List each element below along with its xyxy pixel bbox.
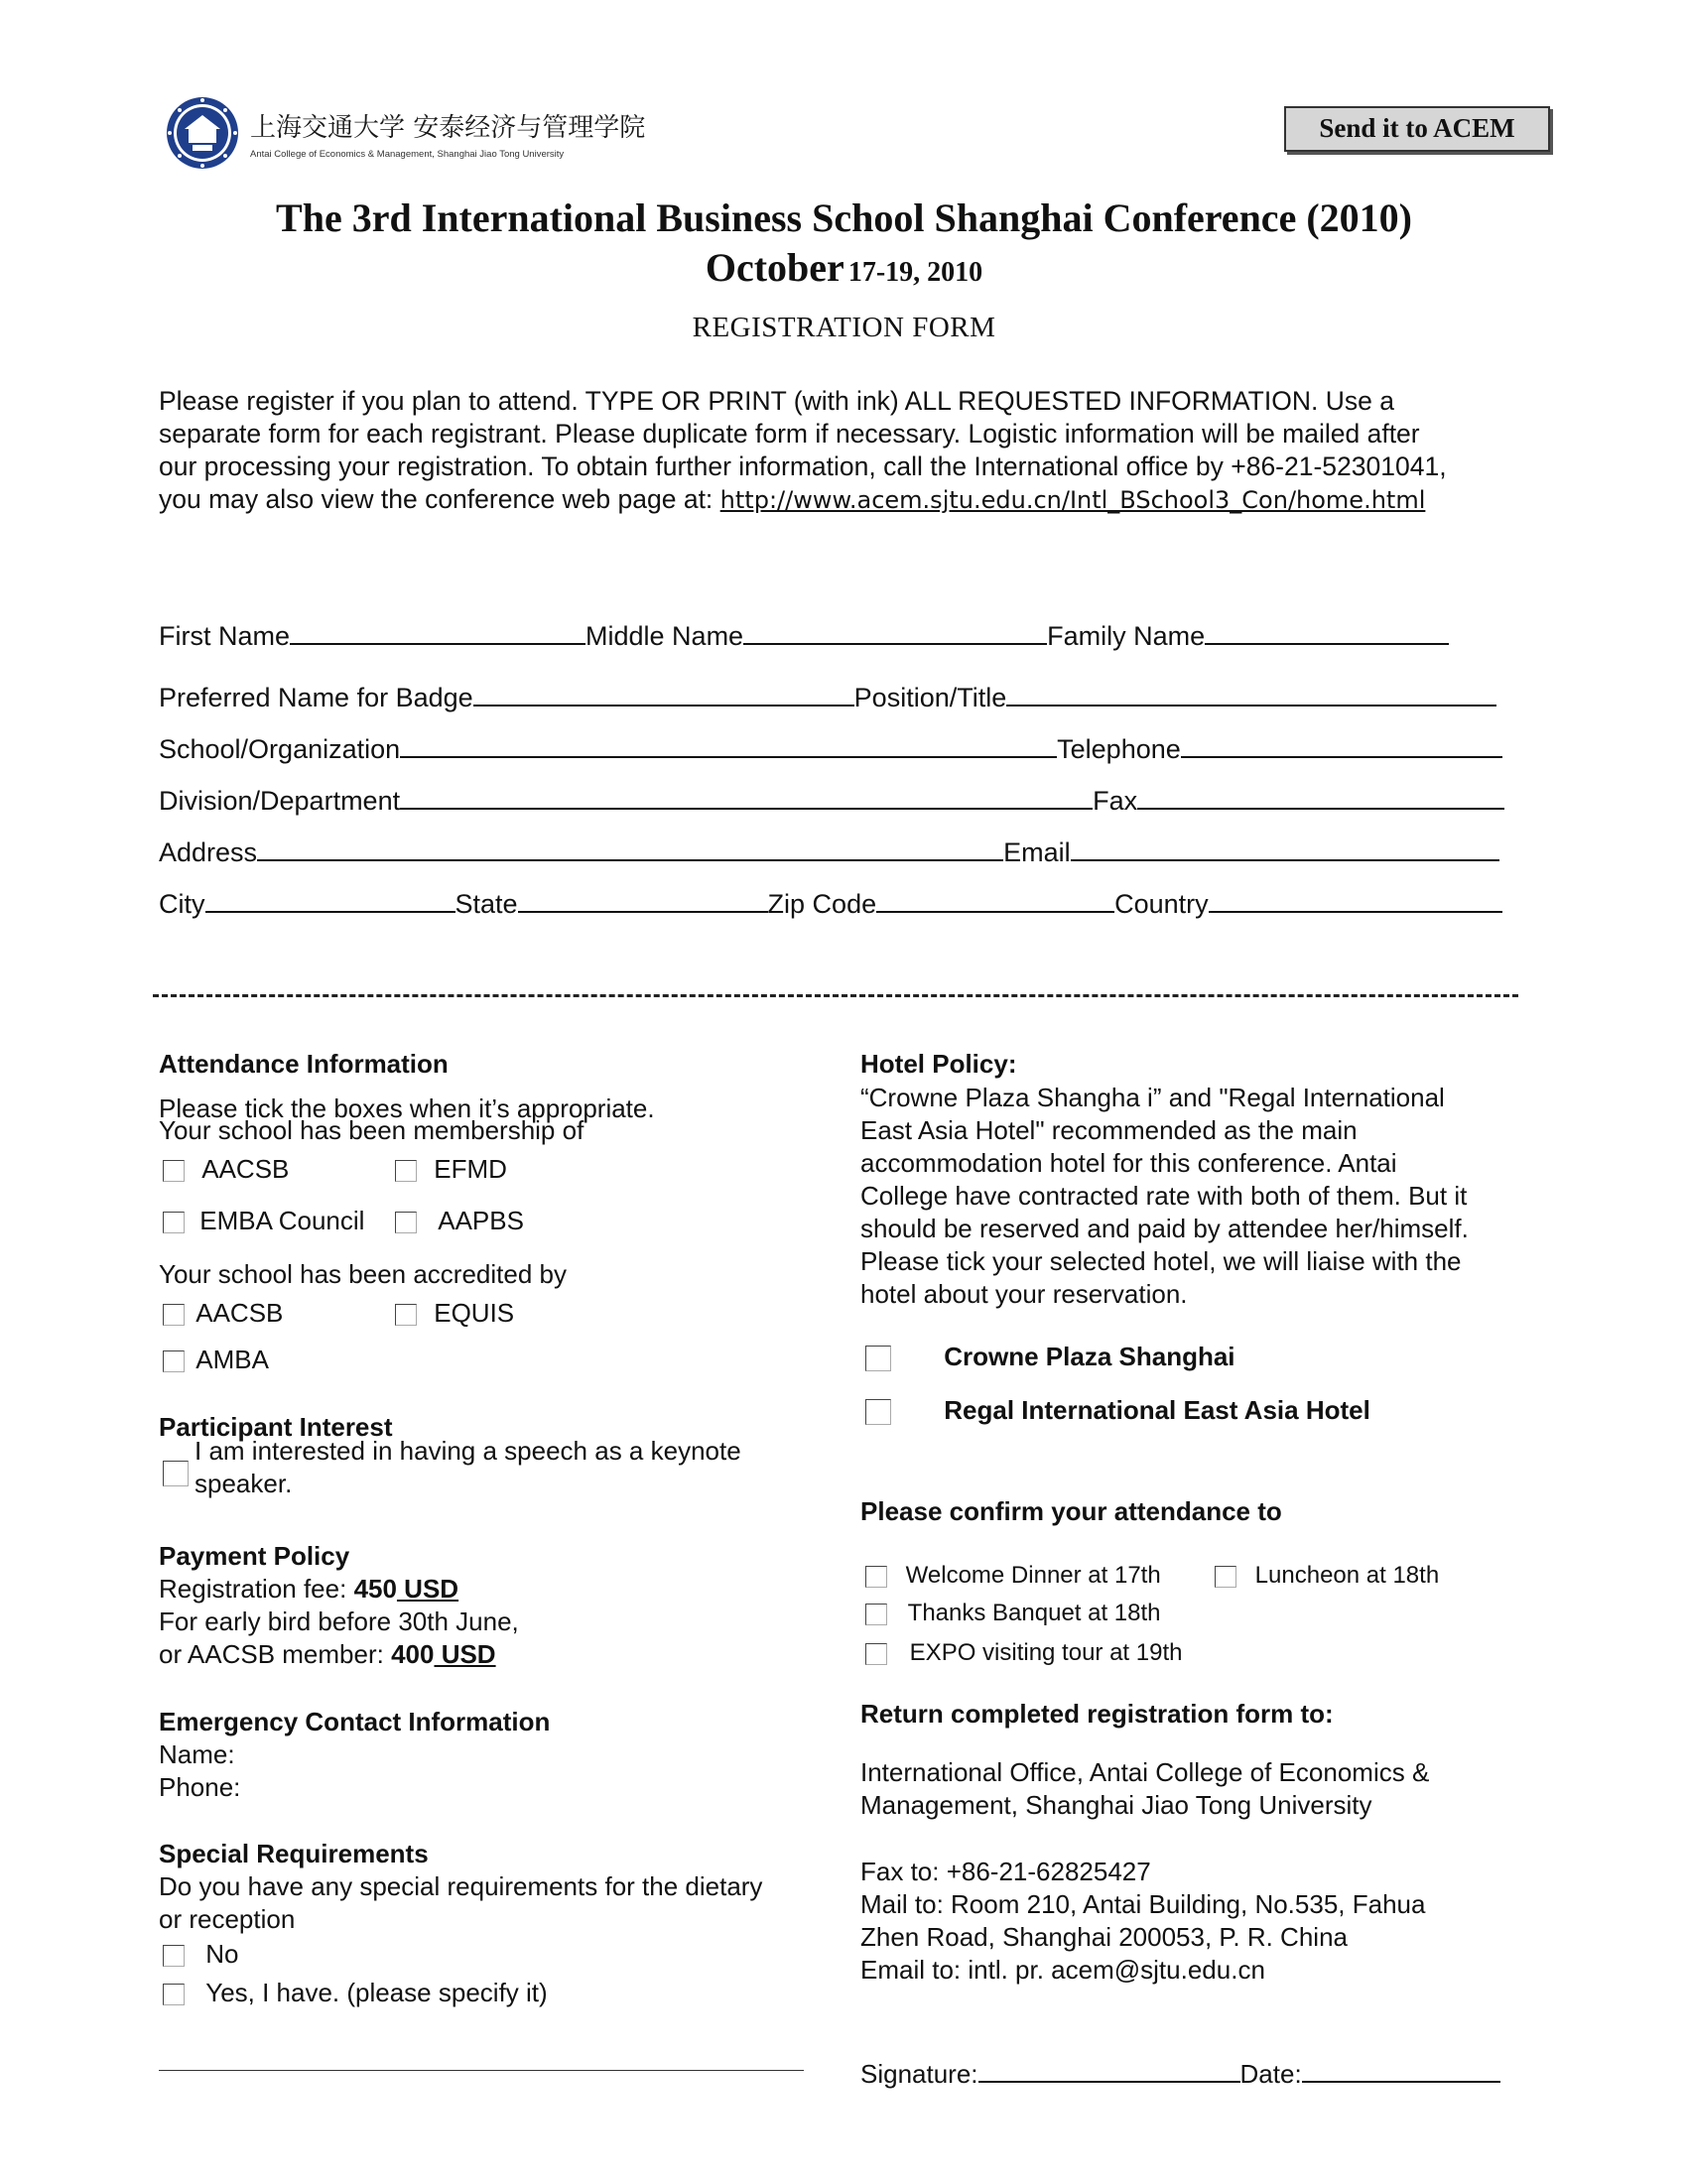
keynote-text [195, 1435, 741, 1500]
keynote-line-1: I am interested in having a speech as a keynote [195, 1436, 741, 1466]
return-address [860, 1756, 1429, 1822]
return-line-2: Management, Shanghai Jiao Tong University [860, 1790, 1372, 1820]
send-button-label: Send it to ACEM [1319, 113, 1515, 143]
membership-emba-checkbox[interactable] [163, 1212, 185, 1233]
telephone-label: Telephone [1057, 734, 1181, 764]
email-field[interactable] [1071, 837, 1499, 861]
hotel-crowne-label: Crowne Plaza Shanghai [944, 1342, 1235, 1371]
middle-name-field[interactable] [743, 621, 1047, 645]
confirm-luncheon [1215, 1562, 1439, 1590]
membership-aapbs-checkbox[interactable] [395, 1212, 417, 1233]
division-label: Division/Department [159, 786, 401, 816]
logo-english-text: Antai College of Economics & Management, Shanghai Jiao Tong University [250, 149, 565, 160]
payment-text [159, 1573, 519, 1671]
form-subtitle: REGISTRATION FORM [692, 312, 996, 343]
special-no-label: No [205, 1939, 239, 1969]
expo-label: EXPO visiting tour at 19th [909, 1639, 1183, 1666]
return-line-1: International Office, Antai College of Economics & [860, 1757, 1430, 1787]
first-name-field[interactable] [290, 621, 585, 645]
accredited-aacsb-label: AACSB [195, 1298, 284, 1328]
intro-line-3: our processing your registration. To obtain further information, call the International office by +86-21-52301041, [159, 451, 1447, 481]
banquet-label: Thanks Banquet at 18th [907, 1600, 1161, 1626]
signature-label: Signature: [860, 2059, 978, 2089]
logo-chinese-text: 上海交通大学 安泰经济与管理学院 [250, 113, 646, 143]
hotel-line-6: Please tick your selected hotel, we will liaise with the [860, 1246, 1462, 1276]
family-name-label: Family Name [1047, 621, 1206, 651]
return-mail-1: Mail to: Room 210, Antai Building, No.535, Fahua [860, 1889, 1426, 1919]
special-no-checkbox[interactable] [163, 1945, 185, 1967]
position-label: Position/Title [853, 683, 1007, 712]
school-logo [165, 95, 240, 171]
fax-label: Fax [1093, 786, 1138, 816]
banquet-checkbox[interactable] [865, 1604, 887, 1625]
school-field[interactable] [400, 734, 1057, 758]
send-to-acem-button[interactable] [1284, 106, 1550, 152]
early-bird-line: For early bird before 30th June, [159, 1606, 519, 1636]
emergency-heading: Emergency Contact Information [159, 1707, 551, 1736]
city-field[interactable] [205, 889, 455, 913]
city-row [159, 889, 1502, 920]
luncheon-checkbox[interactable] [1215, 1566, 1236, 1588]
confirm-welcome [865, 1562, 1161, 1590]
state-field[interactable] [518, 889, 768, 913]
position-field[interactable] [1006, 683, 1496, 707]
specify-line[interactable] [159, 2070, 804, 2071]
family-name-field[interactable] [1205, 621, 1449, 645]
accredited-amba [163, 1345, 269, 1375]
zip-label: Zip Code [767, 889, 877, 919]
date-label: Date: [1239, 2059, 1302, 2089]
division-row [159, 786, 1504, 817]
return-heading: Return completed registration form to: [860, 1699, 1334, 1729]
zip-field[interactable] [876, 889, 1114, 913]
member-line [159, 1638, 519, 1671]
intro-line-1: Please register if you plan to attend. TYPE OR PRINT (with ink) ALL REQUESTED INFORMATION. Use a [159, 386, 1394, 416]
date-field[interactable] [1302, 2059, 1500, 2083]
intro-line-4-text: you may also view the conference web page at: [159, 484, 720, 514]
membership-aacsb-label: AACSB [201, 1154, 290, 1184]
confirm-expo [865, 1639, 1182, 1667]
special-no [163, 1939, 238, 1970]
luncheon-label: Luncheon at 18th [1254, 1562, 1440, 1589]
first-name-label: First Name [159, 621, 291, 651]
conference-title: The 3rd International Business School Shanghai Conference (2010) [276, 195, 1412, 240]
welcome-checkbox[interactable] [865, 1566, 887, 1588]
membership-label: Your school has been membership of [159, 1115, 584, 1145]
city-label: City [159, 889, 205, 919]
accredited-equis [395, 1298, 514, 1329]
accredited-amba-checkbox[interactable] [163, 1350, 185, 1372]
country-label: Country [1114, 889, 1209, 919]
hotel-option-regal [865, 1395, 1370, 1426]
hotel-option-crowne [865, 1342, 1235, 1372]
signature-field[interactable] [978, 2059, 1240, 2083]
accredited-equis-label: EQUIS [434, 1298, 515, 1328]
hotel-regal-label: Regal International East Asia Hotel [944, 1395, 1370, 1425]
return-mail-2: Zhen Road, Shanghai 200053, P. R. China [860, 1922, 1348, 1952]
membership-aacsb [163, 1154, 289, 1185]
keynote-line-2: speaker. [195, 1469, 293, 1498]
accredited-label: Your school has been accredited by [159, 1259, 567, 1289]
address-row [159, 837, 1499, 868]
membership-aapbs-label: AAPBS [438, 1206, 524, 1235]
conference-url-link[interactable]: http://www.acem.sjtu.edu.cn/Intl_BSchool3_Con/home.html [719, 486, 1426, 514]
special-line-2: or reception [159, 1904, 296, 1934]
accredited-aacsb [163, 1298, 283, 1329]
conference-dates [0, 244, 1688, 291]
hotel-text [860, 1082, 1469, 1311]
accredited-equis-checkbox[interactable] [395, 1304, 417, 1326]
hotel-regal-checkbox[interactable] [865, 1399, 891, 1425]
intro-line-2: separate form for each registrant. Please duplicate form if necessary. Logistic information will be mailed after [159, 419, 1420, 449]
emergency-name-label: Name: [159, 1739, 235, 1769]
special-yes-label: Yes, I have. (please specify it) [205, 1978, 548, 2007]
badge-name-field[interactable] [473, 683, 854, 707]
keynote-checkbox[interactable] [163, 1461, 189, 1486]
hotel-line-1: “Crowne Plaza Shangha i” and "Regal International [860, 1083, 1445, 1112]
division-field[interactable] [400, 786, 1093, 810]
welcome-label: Welcome Dinner at 17th [905, 1562, 1161, 1589]
special-line-1: Do you have any special requirements for the dietary [159, 1871, 763, 1901]
fee-line [159, 1573, 519, 1606]
confirm-heading: Please confirm your attendance to [860, 1496, 1282, 1526]
signature-row [860, 2059, 1500, 2090]
participant-heading: Participant Interest [159, 1412, 393, 1442]
date-month: October [705, 245, 844, 290]
member-value: 400 [391, 1639, 435, 1669]
keynote-checkbox-box[interactable] [163, 1461, 189, 1486]
hotel-line-7: hotel about your reservation. [860, 1279, 1188, 1309]
hotel-line-2: East Asia Hotel" recommended as the main [860, 1115, 1358, 1145]
intro-paragraph [159, 385, 1447, 517]
fee-unit: USD [396, 1574, 459, 1604]
hotel-crowne-checkbox[interactable] [865, 1346, 891, 1371]
emergency-phone-label: Phone: [159, 1772, 241, 1802]
accredited-amba-label: AMBA [195, 1345, 269, 1374]
membership-aapbs [395, 1206, 524, 1236]
fee-value: 450 [353, 1574, 397, 1604]
special-yes-checkbox[interactable] [163, 1984, 185, 2005]
address-label: Address [159, 837, 258, 867]
email-label: Email [1003, 837, 1071, 867]
emergency-text [159, 1738, 240, 1804]
attendance-heading: Attendance Information [159, 1049, 449, 1079]
confirm-banquet [865, 1600, 1161, 1627]
date-days: 17-19, 2010 [847, 257, 983, 288]
membership-emba-label: EMBA Council [199, 1206, 365, 1235]
membership-efmd-label: EFMD [434, 1154, 507, 1184]
membership-emba [163, 1206, 364, 1236]
section-divider [153, 994, 1518, 997]
return-contacts [860, 1856, 1425, 1987]
member-unit: USD [434, 1639, 496, 1669]
membership-aacsb-checkbox[interactable] [163, 1160, 185, 1182]
school-row [159, 734, 1502, 765]
name-row [159, 621, 1449, 652]
telephone-field[interactable] [1181, 734, 1502, 758]
hotel-line-4: College have contracted rate with both of them. But it [860, 1181, 1468, 1211]
hotel-line-5: should be reserved and paid by attendee her/himself. [860, 1214, 1469, 1243]
accredited-aacsb-checkbox[interactable] [163, 1304, 185, 1326]
intro-line-4 [159, 483, 1447, 517]
middle-name-label: Middle Name [585, 621, 744, 651]
hotel-line-3: accommodation hotel for this conference. Antai [860, 1148, 1397, 1178]
address-field[interactable] [257, 837, 1003, 861]
tick-note: Please tick the boxes when it’s appropriate. [159, 1093, 655, 1123]
country-field[interactable] [1209, 889, 1502, 913]
return-fax: Fax to: +86-21-62825427 [860, 1857, 1151, 1886]
membership-efmd [395, 1154, 507, 1185]
member-label: or AACSB member: [159, 1639, 392, 1669]
fax-field[interactable] [1137, 786, 1504, 810]
hotel-heading: Hotel Policy: [860, 1049, 1017, 1079]
seal-icon [165, 95, 240, 171]
payment-heading: Payment Policy [159, 1541, 350, 1571]
special-yes [163, 1978, 548, 2008]
special-text [159, 1870, 762, 1936]
expo-checkbox[interactable] [865, 1643, 887, 1665]
return-email: Email to: intl. pr. acem@sjtu.edu.cn [860, 1955, 1265, 1985]
state-label: State [454, 889, 518, 919]
membership-efmd-checkbox[interactable] [395, 1160, 417, 1182]
badge-name-label: Preferred Name for Badge [159, 683, 473, 712]
special-heading: Special Requirements [159, 1839, 429, 1868]
fee-label: Registration fee: [159, 1574, 354, 1604]
badge-row [159, 683, 1496, 713]
school-label: School/Organization [159, 734, 401, 764]
